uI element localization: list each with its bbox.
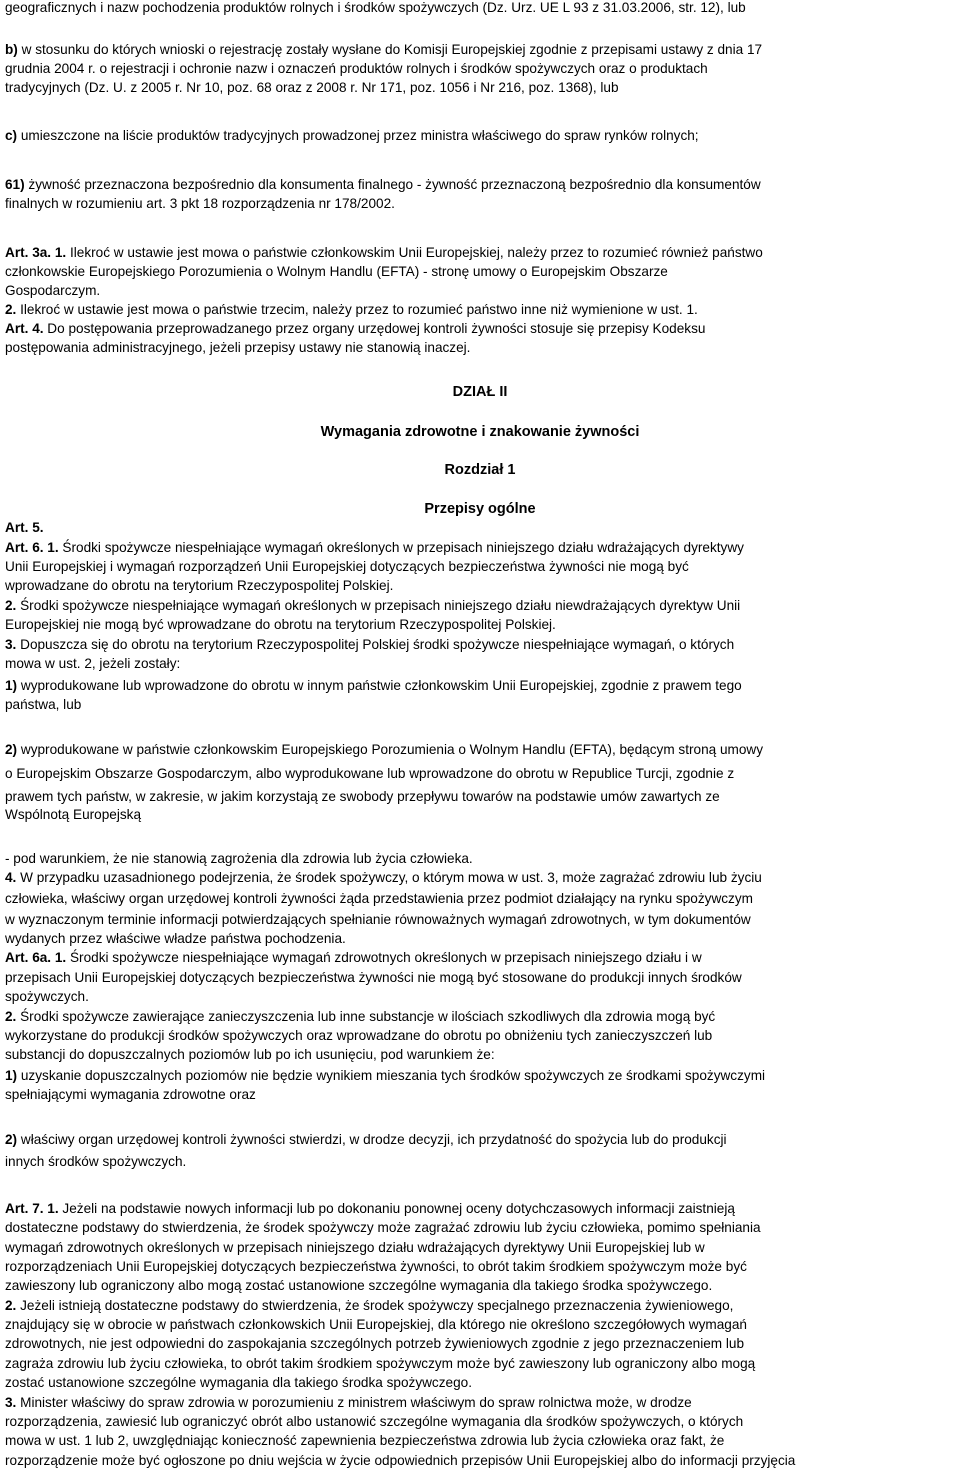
text-line: substancji do dopuszczalnych poziomów lub po ich usunięciu, pod warunkiem że: <box>5 1047 495 1062</box>
text-line: geograficznych i nazw pochodzenia produktów rolnych i środków spożywczych (Dz. Urz. UE L 93 z 31.03.2006, str. 12), lub <box>5 0 746 15</box>
text-line: w wyznaczonym terminie informacji potwierdzających spełnianie równoważnych wymagań zdrowotnych, w tym dokumentów <box>5 912 751 927</box>
chapter-heading: Rozdział 1 <box>444 462 516 478</box>
text-line: zawieszony lub ograniczony albo mogą zostać ustanowione szczególne wymagania dla takiego środka spożywczego. <box>5 1278 713 1293</box>
chapter-title: Przepisy ogólne <box>424 501 536 517</box>
text-line: grudnia 2004 r. o rejestracji i ochronie nazw i oznaczeń produktów rolnych i środków spożywczych oraz o produktach <box>5 61 708 76</box>
text-line: rozporządzenie może być ogłoszone po dniu wejścia w życie odpowiednich przepisów Unii Europejskiej albo do informacji przyjęcia <box>5 1453 796 1468</box>
text-line: 2) właściwy organ urzędowej kontroli żywności stwierdzi, w drodze decyzji, ich przydatność do spożycia lub do produkcji <box>5 1132 727 1147</box>
text-line: finalnych w rozumieniu art. 3 pkt 18 rozporządzenia nr 178/2002. <box>5 196 395 211</box>
text-line: 2) wyprodukowane w państwie członkowskim Europejskiego Porozumienia o Wolnym Handlu (EFTA), będącym stroną umowy <box>5 742 764 757</box>
text-line: 2. Środki spożywcze niespełniające wymagań określonych w przepisach niniejszego działu niewdrażających dyrektyw Unii <box>5 598 741 613</box>
text-line: Art. 6a. 1. Środki spożywcze niespełniające wymagań zdrowotnych określonych w przepisach niniejszego działu i w <box>5 950 702 965</box>
text-line: członkowskie Europejskiego Porozumienia o Wolnym Handlu (EFTA) - stronę umowy o Europejskim Obszarze <box>5 264 668 279</box>
text-line: mowa w ust. 1 lub 2, uwzględniając konieczność zapewnienia bezpieczeństwa zdrowia lub życia człowieka oraz fakt, że <box>5 1433 725 1448</box>
text-line: o Europejskim Obszarze Gospodarczym, albo wyprodukowane lub wprowadzone do obrotu w Republice Turcji, zgodnie z <box>5 766 735 781</box>
text-line: Art. 3a. 1. Ilekroć w ustawie jest mowa o państwie członkowskim Unii Europejskiej, należy przez to rozumieć również państwo <box>5 245 763 260</box>
text-line: spełniającymi wymagania zdrowotne oraz <box>5 1087 256 1102</box>
text-line: tradycyjnych (Dz. U. z 2005 r. Nr 10, poz. 68 oraz z 2008 r. Nr 171, poz. 1056 i Nr 216, poz. 1368), lub <box>5 80 619 95</box>
text-line: rozporządzeniach Unii Europejskiej dotyczących bezpieczeństwa żywności, to obrót takim środkiem spożywczym może być <box>5 1259 747 1274</box>
text-line: znajdujący się w obrocie w państwach członkowskich Unii Europejskiej, dla którego nie określono szczegółowych wymagań <box>5 1317 747 1332</box>
article-heading: Art. 5. <box>5 520 44 535</box>
text-line: rozporządzenia, zawiesić lub ograniczyć obrót albo ustanowić szczególne wymagania dla środków spożywczych, o których <box>5 1414 744 1429</box>
text-line: 4. W przypadku uzasadnionego podejrzenia, że środek spożywczy, o którym mowa w ust. 3, może zagrażać zdrowiu lub życiu <box>5 870 762 885</box>
text-line: wprowadzane do obrotu na terytorium Rzeczypospolitej Polskiej. <box>5 578 394 593</box>
text-line: mowa w ust. 2, jeżeli zostały: <box>5 656 181 671</box>
text-line: 61) żywność przeznaczona bezpośrednio dla konsumenta finalnego - żywność przeznaczoną bezpośrednio dla konsumentów <box>5 177 761 192</box>
text-line: przepisach Unii Europejskiej dotyczących bezpieczeństwa żywności nie mogą być stosowane do produkcji innych środków <box>5 970 742 985</box>
text-line: 2. Ilekroć w ustawie jest mowa o państwie trzecim, należy przez to rozumieć państwo inne niż wymienione w ust. 1. <box>5 302 698 317</box>
text-line: zagraża zdrowiu lub życiu człowieka, to obrót takim środkiem spożywczym może być zawieszony lub ograniczony albo mogą <box>5 1356 756 1371</box>
text-line: Europejskiej nie mogą być wprowadzane do obrotu na terytorium Rzeczypospolitej Polskiej. <box>5 617 556 632</box>
text-line: postępowania administracyjnego, jeżeli przepisy ustawy nie stanowią inaczej. <box>5 340 471 355</box>
text-line: 3. Dopuszcza się do obrotu na terytorium Rzeczypospolitej Polskiej środki spożywcze niespełniające wymagań, o których <box>5 637 735 652</box>
section-heading-title: Wymagania zdrowotne i znakowanie żywności <box>320 424 640 440</box>
text-line: innych środków spożywczych. <box>5 1154 187 1169</box>
text-line: wymagań zdrowotnych określonych w przepisach niniejszego działu wdrażających dyrektywy Unii Europejskiej lub w <box>5 1240 705 1255</box>
text-line: 3. Minister właściwy do spraw zdrowia w porozumieniu z ministrem właściwym do spraw rolnictwa może, w drodze <box>5 1395 692 1410</box>
text-line: Gospodarczym. <box>5 283 101 298</box>
text-line: zostać ustanowione szczególne wymagania dla takiego środka spożywczego. <box>5 1375 472 1390</box>
text-line: 2. Środki spożywcze zawierające zanieczyszczenia lub inne substancje w ilościach szkodliwych dla zdrowia mogą być <box>5 1009 716 1024</box>
text-line: zdrowotnych, nie jest odpowiedni do zaspokajania szczególnych potrzeb żywieniowych zgodnie z jego przeznaczeniem lub <box>5 1336 745 1351</box>
text-line: 1) uzyskanie dopuszczalnych poziomów nie będzie wynikiem mieszania tych środków spożywczych ze środkami spożywczymi <box>5 1068 766 1083</box>
text-line: wydanych przez właściwe władze państwa pochodzenia. <box>5 931 346 946</box>
text-line: b) w stosunku do których wnioski o rejestrację zostały wysłane do Komisji Europejskiej zgodnie z przepisami ustawy z dnia 17 <box>5 42 763 57</box>
text-line: Unii Europejskiej i wymagań rozporządzeń Unii Europejskiej dotyczących bezpieczeństwa żywności nie mogą być <box>5 559 689 574</box>
text-line: Wspólnotą Europejską <box>5 807 142 822</box>
section-heading-dzial: DZIAŁ II <box>452 384 508 400</box>
text-line: Art. 7. 1. Jeżeli na podstawie nowych informacji lub po dokonaniu ponownej oceny dotychczasowych informacji zaistnieją <box>5 1201 735 1216</box>
text-line: prawem tych państw, w zakresie, w jakim korzystają ze swobody przepływu towarów na podstawie umów zawartych ze <box>5 789 720 804</box>
text-line: wykorzystane do produkcji środków spożywczych oraz wprowadzane do obrotu po obniżeniu tych zanieczyszczeń lub <box>5 1028 713 1043</box>
text-line: c) umieszczone na liście produktów tradycyjnych prowadzonej przez ministra właściwego do spraw rynków rolnych; <box>5 128 699 143</box>
text-line: Art. 4. Do postępowania przeprowadzanego przez organy urzędowej kontroli żywności stosuje się przepisy Kodeksu <box>5 321 706 336</box>
text-line: spożywczych. <box>5 989 89 1004</box>
text-line: 1) wyprodukowane lub wprowadzone do obrotu w innym państwie członkowskim Unii Europejskiej, zgodnie z prawem tego <box>5 678 742 693</box>
text-line: 2. Jeżeli istnieją dostateczne podstawy do stwierdzenia, że środek spożywczy specjalnego przeznaczenia żywieniowego, <box>5 1298 734 1313</box>
text-line: człowieka, właściwy organ urzędowej kontroli żywności żąda przedstawienia przez podmiot działający na rynku spożywczym <box>5 891 753 906</box>
text-line: - pod warunkiem, że nie stanowią zagrożenia dla zdrowia lub życia człowieka. <box>5 851 473 866</box>
text-line: dostateczne podstawy do stwierdzenia, że środek spożywczy może zagrażać zdrowiu lub życiu człowieka, pomimo spełniania <box>5 1220 761 1235</box>
text-line: Art. 6. 1. Środki spożywcze niespełniające wymagań określonych w przepisach niniejszego działu wdrażających dyrektywy <box>5 540 744 555</box>
text-line: państwa, lub <box>5 697 82 712</box>
